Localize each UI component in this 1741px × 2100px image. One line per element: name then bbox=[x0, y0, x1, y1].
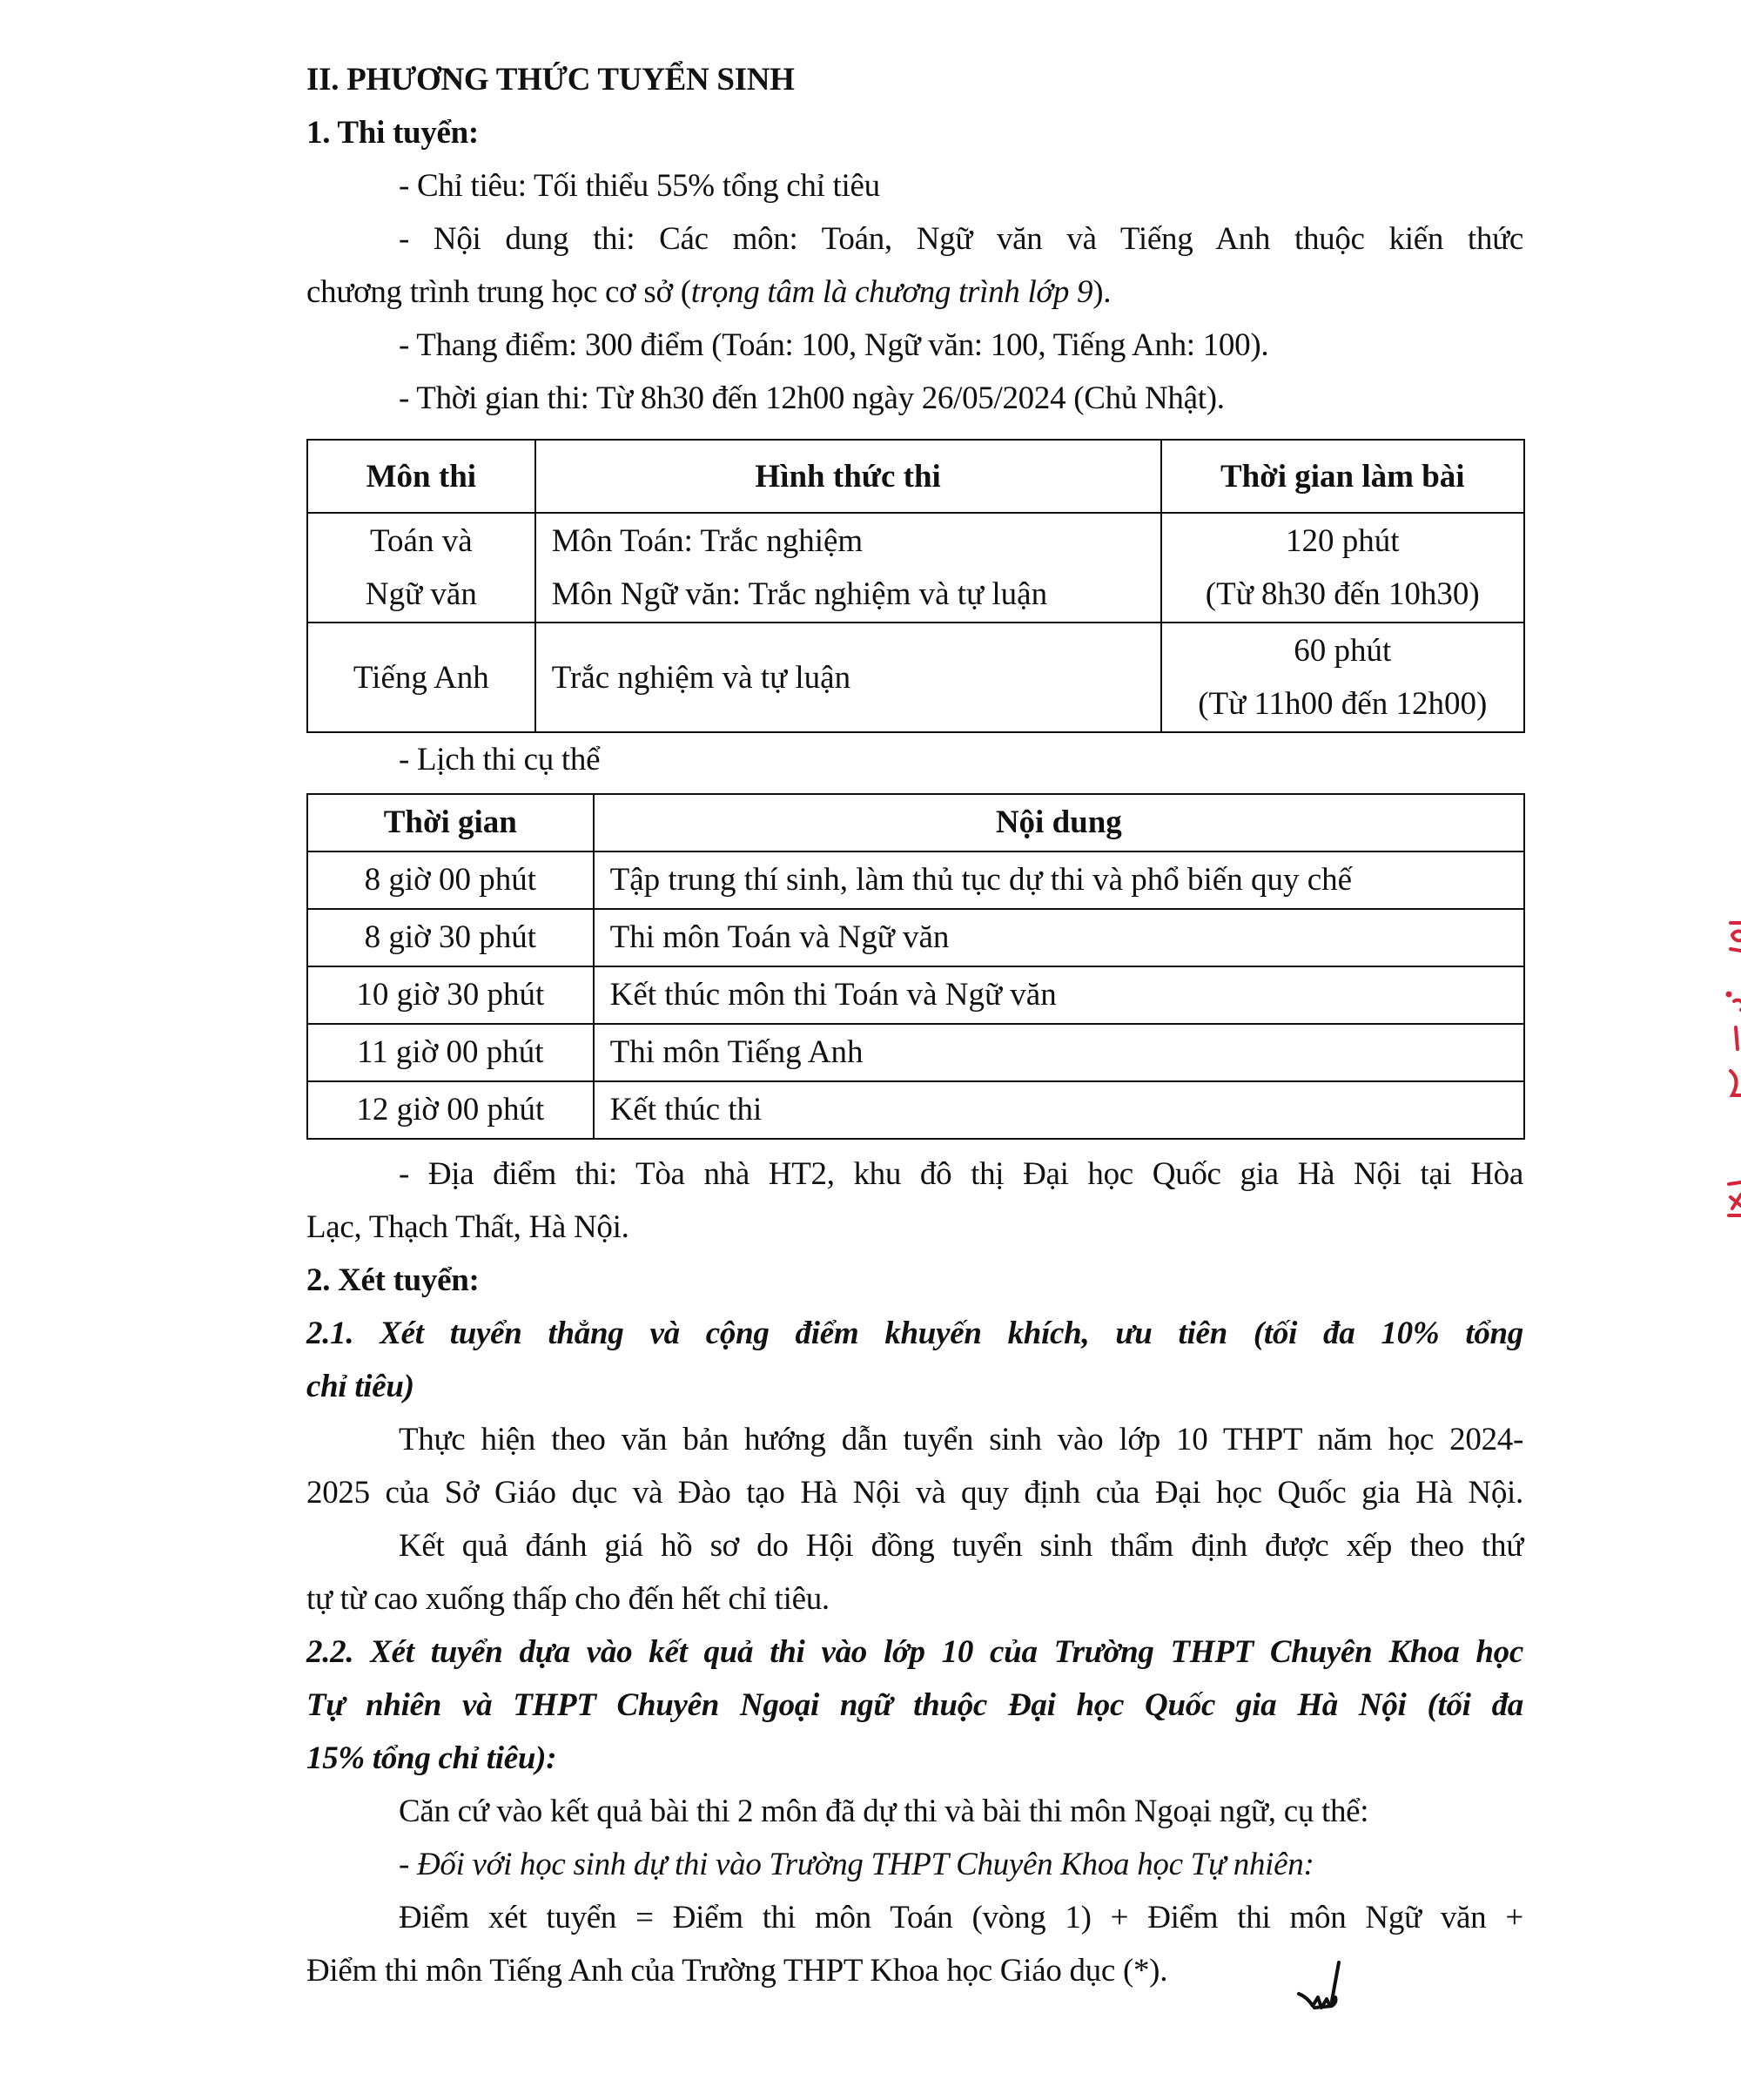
time-range: (Từ 8h30 đến 10h30) bbox=[1205, 576, 1480, 612]
cell-subject: Tiếng Anh bbox=[307, 623, 535, 732]
s21-title-line-1: 2.1. Xét tuyển thẳng và cộng điểm khuyến khích, ưu tiên (tối đa 10% tổng bbox=[306, 1316, 1523, 1351]
header-noi-dung: Nội dung bbox=[594, 794, 1524, 851]
subject-line-2: Ngữ văn bbox=[365, 576, 477, 612]
schedule-table bbox=[306, 793, 1525, 1140]
red-seal-stamp-edge bbox=[1706, 905, 1741, 1236]
cell-subject bbox=[307, 513, 535, 623]
cell-time: 11 giờ 00 phút bbox=[307, 1024, 594, 1081]
format-line-1: Môn Toán: Trắc nghiệm bbox=[551, 523, 864, 559]
cell-content: Thi môn Tiếng Anh bbox=[594, 1024, 1524, 1081]
heading-xet-tuyen: 2. Xét tuyển: bbox=[306, 1262, 480, 1298]
table-row bbox=[307, 623, 1524, 732]
cell-time: 8 giờ 00 phút bbox=[307, 851, 594, 909]
formula-line-2: Điểm thi môn Tiếng Anh của Trường THPT Khoa học Giáo dục (*). bbox=[306, 1953, 1168, 1989]
table-row bbox=[307, 851, 1524, 909]
table-row bbox=[307, 909, 1524, 966]
table-row bbox=[307, 966, 1524, 1024]
table-row bbox=[307, 513, 1524, 623]
header-thoi-gian: Thời gian bbox=[307, 794, 594, 851]
header-hinh-thuc: Hình thức thi bbox=[535, 440, 1161, 513]
s21-title-line-2: chỉ tiêu) bbox=[306, 1369, 414, 1404]
chi-tieu-line: - Chỉ tiêu: Tối thiểu 55% tổng chỉ tiêu bbox=[399, 168, 880, 204]
thoi-gian-line: - Thời gian thi: Từ 8h30 đến 12h00 ngày 26/05/2024 (Chủ Nhật). bbox=[399, 380, 1225, 416]
noi-dung-end: ). bbox=[1092, 274, 1112, 310]
s21-para1-line-1: Thực hiện theo văn bản hướng dẫn tuyển sinh vào lớp 10 THPT năm học 2024- bbox=[399, 1422, 1523, 1457]
dia-diem-line-1: - Địa điểm thi: Tòa nhà HT2, khu đô thị Đại học Quốc gia Hà Nội tại Hòa bbox=[399, 1156, 1523, 1192]
s21-para2-line-1: Kết quả đánh giá hồ sơ do Hội đồng tuyển sinh thẩm định được xếp theo thứ bbox=[399, 1528, 1523, 1564]
header-thoi-gian-lam-bai: Thời gian làm bài bbox=[1161, 440, 1524, 513]
duration: 120 phút bbox=[1286, 523, 1400, 559]
header-mon-thi: Môn thi bbox=[307, 440, 535, 513]
table-header-row bbox=[307, 440, 1524, 513]
cell-duration bbox=[1161, 623, 1524, 732]
s22-title-line-1: 2.2. Xét tuyển dựa vào kết quả thi vào lớp 10 của Trường THPT Chuyên Khoa học bbox=[306, 1634, 1523, 1670]
thang-diem-line: - Thang điểm: 300 điểm (Toán: 100, Ngữ văn: 100, Tiếng Anh: 100). bbox=[399, 327, 1269, 363]
doi-voi-line: - Đối với học sinh dự thi vào Trường THPT Chuyên Khoa học Tự nhiên: bbox=[399, 1847, 1314, 1882]
table-row bbox=[307, 1081, 1524, 1139]
subject-line-1: Toán và bbox=[370, 523, 473, 559]
noi-dung-text: chương trình trung học cơ sở ( bbox=[306, 274, 691, 310]
cell-time: 12 giờ 00 phút bbox=[307, 1081, 594, 1139]
cell-format: Trắc nghiệm và tự luận bbox=[535, 623, 1161, 732]
noi-dung-line-2 bbox=[306, 273, 1111, 312]
table-row bbox=[307, 1024, 1524, 1081]
cell-duration bbox=[1161, 513, 1524, 623]
dia-diem-line-2: Lạc, Thạch Thất, Hà Nội. bbox=[306, 1209, 629, 1245]
s22-title-line-2: Tự nhiên và THPT Chuyên Ngoại ngữ thuộc Đại học Quốc gia Hà Nội (tối đa bbox=[306, 1687, 1523, 1723]
lich-thi-line: - Lịch thi cụ thể bbox=[399, 742, 601, 777]
s22-title-line-3: 15% tổng chỉ tiêu): bbox=[306, 1740, 557, 1776]
heading-thi-tuyen: 1. Thi tuyển: bbox=[306, 115, 479, 151]
cell-content: Kết thúc môn thi Toán và Ngữ văn bbox=[594, 966, 1524, 1024]
formula-line-1: Điểm xét tuyển = Điểm thi môn Toán (vòng 1) + Điểm thi môn Ngữ văn + bbox=[399, 1900, 1523, 1935]
section-title: II. PHƯƠNG THỨC TUYỂN SINH bbox=[306, 62, 795, 98]
time-range: (Từ 11h00 đến 12h00) bbox=[1198, 686, 1488, 722]
s21-para1-line-2: 2025 của Sở Giáo dục và Đào tạo Hà Nội và quy định của Đại học Quốc gia Hà Nội. bbox=[306, 1475, 1523, 1511]
duration: 60 phút bbox=[1294, 633, 1392, 669]
cell-content: Thi môn Toán và Ngữ văn bbox=[594, 909, 1524, 966]
can-cu-line: Căn cứ vào kết quả bài thi 2 môn đã dự thi và bài thi môn Ngoại ngữ, cụ thể: bbox=[399, 1794, 1369, 1829]
noi-dung-line-1: - Nội dung thi: Các môn: Toán, Ngữ văn và Tiếng Anh thuộc kiến thức bbox=[399, 221, 1523, 257]
cell-format bbox=[535, 513, 1161, 623]
cell-content: Kết thúc thi bbox=[594, 1081, 1524, 1139]
cell-content: Tập trung thí sinh, làm thủ tục dự thi và phổ biến quy chế bbox=[594, 851, 1524, 909]
noi-dung-italic: trọng tâm là chương trình lớp 9 bbox=[690, 274, 1093, 310]
s21-para2-line-2: tự từ cao xuống thấp cho đến hết chỉ tiêu. bbox=[306, 1581, 830, 1617]
format-line-2: Môn Ngữ văn: Trắc nghiệm và tự luận bbox=[551, 576, 1048, 612]
exam-format-table bbox=[306, 439, 1525, 733]
signature-initials-mark bbox=[1288, 1959, 1358, 2020]
cell-time: 8 giờ 30 phút bbox=[307, 909, 594, 966]
table-header-row bbox=[307, 794, 1524, 851]
cell-time: 10 giờ 30 phút bbox=[307, 966, 594, 1024]
